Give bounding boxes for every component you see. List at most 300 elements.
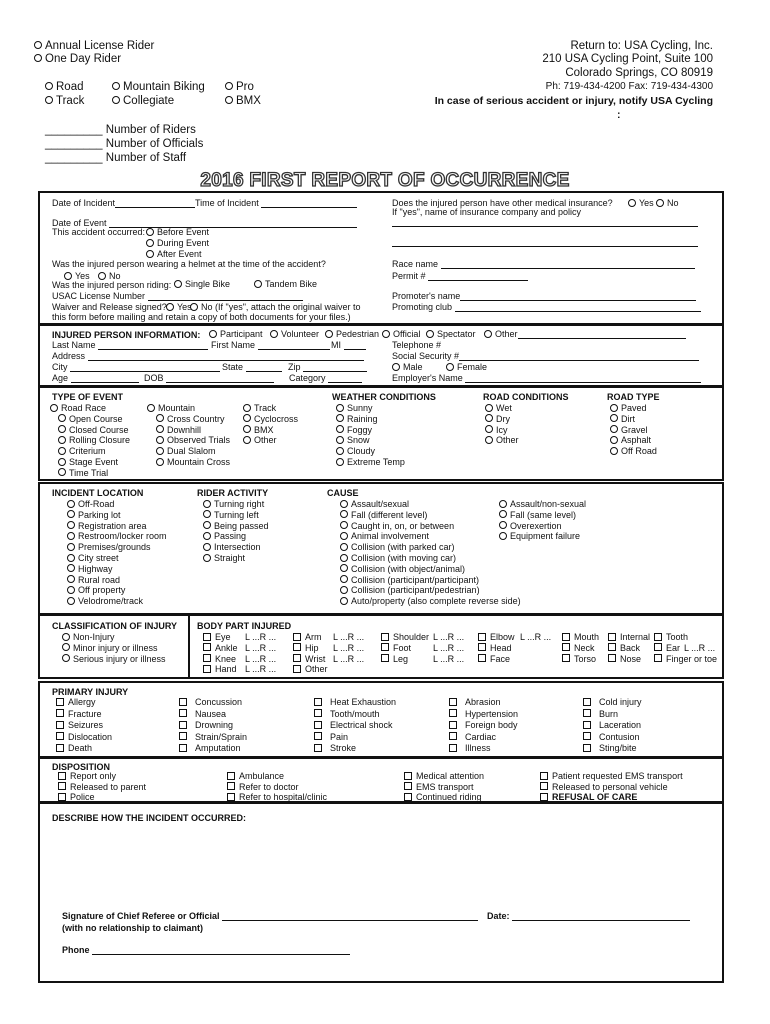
injury-sting-option[interactable]: Sting/bite [583, 743, 642, 755]
road-paved-option[interactable]: Paved [610, 403, 657, 414]
cause-equipment-option[interactable]: Equipment failure [499, 531, 586, 542]
checkbox-icon [583, 698, 591, 706]
tandem-bike-option[interactable]: Tandem Bike [254, 279, 317, 289]
classification-divider [188, 616, 190, 677]
weather-raining-option[interactable]: Raining [336, 414, 405, 425]
radio-icon [610, 404, 618, 412]
body-hand-option[interactable]: Hand L ...R ... [203, 664, 276, 675]
checkbox-icon [314, 744, 322, 752]
describe-textarea[interactable] [40, 826, 722, 914]
radio-icon [45, 82, 53, 90]
body-eye-option[interactable]: Eye L ...R ... [203, 632, 276, 643]
waiver-no-option[interactable]: No (If "yes", attach the original waiver to [190, 302, 360, 312]
injury-seizures-option[interactable]: Seizures [56, 720, 112, 732]
radio-icon [67, 521, 75, 529]
checkbox-icon [293, 654, 301, 662]
helmet-yes-option[interactable]: Yes [64, 271, 90, 281]
radio-icon [610, 414, 618, 422]
incident-location-section [38, 482, 724, 615]
permit-field[interactable]: Permit # [392, 271, 528, 281]
time-of-incident-field[interactable]: Time of Incident [195, 198, 357, 208]
after-event-option[interactable]: After Event [146, 249, 202, 259]
injury-illness-option[interactable]: Illness [449, 743, 518, 755]
waiver-question: Waiver and Release signed? [52, 302, 167, 312]
event-track-option[interactable]: Track [243, 403, 298, 414]
checkbox-icon [179, 698, 187, 706]
body-ear-option[interactable]: Ear L ...R ... [654, 643, 717, 654]
body-tooth-option[interactable]: Tooth [654, 632, 717, 643]
phone-fax-line: Ph: 719-434-4200 Fax: 719-434-4300 [545, 81, 713, 92]
cause-pedestrian-option[interactable]: Collision (participant/pedestrian) [340, 585, 521, 596]
checkbox-icon [58, 782, 66, 790]
cause-participant-option[interactable]: Collision (participant/participant) [340, 575, 521, 586]
notify-line: In case of serious accident or injury, notify USA Cycling [434, 95, 713, 107]
checkbox-icon [583, 721, 591, 729]
radio-icon [58, 414, 66, 422]
body-arm-option[interactable]: Arm L ...R ... [293, 632, 364, 643]
disp-refusal-option[interactable]: REFUSAL OF CARE [540, 792, 683, 803]
body-head-option[interactable]: Head [478, 643, 551, 654]
road-off-road-option[interactable]: Off Road [610, 446, 657, 457]
location-parking-lot-option[interactable]: Parking lot [67, 510, 167, 521]
radio-icon [209, 330, 217, 338]
employer-field[interactable]: Employer's Name [392, 373, 701, 383]
cause-moving-car-option[interactable]: Collision (with moving car) [340, 553, 521, 564]
road-conditions-col [485, 403, 519, 446]
state-field[interactable]: State [222, 362, 282, 372]
event-road-race-option[interactable]: Road Race [50, 403, 130, 414]
one-day-option[interactable]: One Day Rider [34, 53, 121, 66]
injury-col-3 [314, 697, 396, 755]
cause-assault-sexual-option[interactable]: Assault/sexual [340, 499, 521, 510]
disp-medical-attention-option[interactable]: Medical attention [404, 771, 484, 782]
location-off-property-option[interactable]: Off property [67, 585, 167, 596]
injury-concussion-option[interactable]: Concussion [179, 697, 247, 709]
annual-license-option[interactable]: Annual License Rider [34, 40, 154, 53]
road-type-col [610, 403, 657, 457]
radio-icon [147, 404, 155, 412]
radio-icon [156, 447, 164, 455]
waiver-note: this form before mailing and retain a copy of both documents for your files.) [52, 312, 351, 322]
during-event-option[interactable]: During Event [146, 238, 209, 248]
waiver-yes-option[interactable]: Yes [166, 302, 192, 312]
male-option[interactable]: Male [392, 362, 423, 372]
zip-field[interactable]: Zip [288, 362, 367, 372]
body-hip-option[interactable]: Hip L ...R ... [293, 643, 364, 654]
location-col [67, 499, 167, 607]
first-name-field[interactable]: First Name [211, 340, 330, 350]
checkbox-icon [381, 654, 389, 662]
event-downhill-option[interactable]: Downhill [147, 425, 230, 436]
checkbox-icon [540, 772, 548, 780]
road-other-option[interactable]: Other [485, 435, 519, 446]
other-person-option[interactable]: Other [484, 329, 686, 339]
radio-icon [254, 280, 262, 288]
radio-icon [58, 468, 66, 476]
injury-foreign-body-option[interactable]: Foreign body [449, 720, 518, 732]
radio-icon [67, 500, 75, 508]
disp-police-option[interactable]: Police [58, 792, 146, 803]
dob-field[interactable]: DOB [144, 373, 274, 383]
checkbox-icon [314, 732, 322, 740]
event-mountain-option[interactable]: Mountain [147, 403, 230, 414]
road-dry-option[interactable]: Dry [485, 414, 519, 425]
radio-icon [446, 363, 454, 371]
event-cyclocross-option[interactable]: Cyclocross [243, 414, 298, 425]
radio-icon [34, 41, 42, 49]
checkbox-icon [381, 633, 389, 641]
checkbox-icon [58, 793, 66, 801]
cause-caught-option[interactable]: Caught in, on, or between [340, 521, 521, 532]
injury-nausea-option[interactable]: Nausea [179, 709, 247, 721]
radio-icon [499, 521, 507, 529]
disp-patient-requested-option[interactable]: Patient requested EMS transport [540, 771, 683, 782]
pro-option[interactable]: Pro [225, 81, 254, 94]
disposition-col-4 [540, 771, 683, 803]
radio-icon [340, 521, 348, 529]
primary-injury-heading: PRIMARY INJURY [52, 687, 129, 697]
event-cross-country-option[interactable]: Cross Country [147, 414, 230, 425]
telephone-field[interactable]: Telephone # [392, 340, 442, 350]
event-open-course-option[interactable]: Open Course [50, 414, 130, 425]
road-asphalt-option[interactable]: Asphalt [610, 435, 657, 446]
address-field[interactable]: Address [52, 351, 364, 361]
weather-sunny-option[interactable]: Sunny [336, 403, 405, 414]
road-dirt-option[interactable]: Dirt [610, 414, 657, 425]
injury-tooth-option[interactable]: Tooth/mouth [314, 709, 396, 721]
checkbox-icon [449, 732, 457, 740]
checkbox-icon [583, 744, 591, 752]
type-col-2 [147, 403, 230, 468]
checkbox-icon [404, 793, 412, 801]
radio-icon [484, 330, 492, 338]
location-premises-option[interactable]: Premises/grounds [67, 542, 167, 553]
rider-turning-left-option[interactable]: Turning left [203, 510, 269, 521]
disp-refer-hospital-option[interactable]: Refer to hospital/clinic [227, 792, 327, 803]
radio-icon [340, 554, 348, 562]
location-off-road-option[interactable]: Off-Road [67, 499, 167, 510]
injury-cardiac-option[interactable]: Cardiac [449, 732, 518, 744]
cause-animal-option[interactable]: Animal involvement [340, 531, 521, 542]
radio-icon [67, 597, 75, 605]
before-event-option[interactable]: Before Event [146, 227, 209, 237]
checkbox-icon [227, 772, 235, 780]
checkbox-icon [179, 709, 187, 717]
radio-icon [243, 414, 251, 422]
checkbox-icon [58, 772, 66, 780]
body-mouth-option[interactable]: Mouth [562, 632, 599, 643]
number-of-riders-field[interactable]: _________ Number of Riders [45, 124, 196, 136]
checkbox-icon [478, 633, 486, 641]
disp-continued-riding-option[interactable]: Continued riding [404, 792, 484, 803]
body-neck-option[interactable]: Neck [562, 643, 599, 654]
injury-col-4 [449, 697, 518, 755]
phone-field[interactable]: Phone [62, 945, 350, 955]
disp-released-parent-option[interactable]: Released to parent [58, 782, 146, 793]
road-gravel-option[interactable]: Gravel [610, 425, 657, 436]
disp-ems-transport-option[interactable]: EMS transport [404, 782, 484, 793]
cause-object-animal-option[interactable]: Collision (with object/animal) [340, 564, 521, 575]
injury-col-1 [56, 697, 112, 755]
injury-allergy-option[interactable]: Allergy [56, 697, 112, 709]
checkbox-icon [608, 654, 616, 662]
disp-refer-doctor-option[interactable]: Refer to doctor [227, 782, 327, 793]
body-back-option[interactable]: Back [608, 643, 650, 654]
date-of-incident-field[interactable]: Date of Incident [52, 198, 195, 208]
cause-parked-car-option[interactable]: Collision (with parked car) [340, 542, 521, 553]
type-of-event-heading: TYPE OF EVENT [52, 392, 124, 402]
collegiate-option[interactable]: Collegiate [112, 95, 174, 108]
insurance-no-option[interactable]: No [656, 198, 679, 208]
accident-occurred-label: This accident occurred: [52, 227, 146, 237]
checkbox-icon [449, 721, 457, 729]
checkbox-icon [56, 732, 64, 740]
insurance-yes-option[interactable]: Yes [628, 198, 654, 208]
radio-icon [58, 458, 66, 466]
checkbox-icon [478, 654, 486, 662]
body-finger-option[interactable]: Finger or toe [654, 654, 717, 665]
rider-activity-heading: RIDER ACTIVITY [197, 488, 269, 498]
body-col-5 [562, 632, 599, 664]
classification-heading: CLASSIFICATION OF INJURY [52, 621, 178, 631]
location-rural-road-option[interactable]: Rural road [67, 575, 167, 586]
radio-icon [112, 82, 120, 90]
event-info-section [38, 191, 724, 325]
number-of-officials-field[interactable]: _________ Number of Officials [45, 138, 204, 150]
radio-icon [340, 597, 348, 605]
body-foot-option[interactable]: Foot L ...R ... [381, 643, 464, 654]
body-face-option[interactable]: Face [478, 654, 551, 665]
body-leg-option[interactable]: Leg L ...R ... [381, 654, 464, 665]
female-option[interactable]: Female [446, 362, 487, 372]
body-col-6 [608, 632, 650, 664]
radio-icon [146, 228, 154, 236]
insurance-question: Does the injured person have other medical insurance? [392, 198, 613, 208]
injury-pain-option[interactable]: Pain [314, 732, 396, 744]
radio-icon [34, 54, 42, 62]
checkbox-icon [179, 732, 187, 740]
injury-contusion-option[interactable]: Contusion [583, 732, 642, 744]
last-name-field[interactable]: Last Name [52, 340, 208, 350]
road-option[interactable]: Road [45, 81, 84, 94]
address-line-1: 210 USA Cycling Point, Suite 100 [542, 53, 713, 65]
cause-fall-same-option[interactable]: Fall (same level) [499, 510, 586, 521]
race-name-field[interactable]: Race name [392, 259, 695, 269]
bmx-option[interactable]: BMX [225, 95, 261, 108]
radio-icon [58, 447, 66, 455]
event-bmx-option[interactable]: BMX [243, 425, 298, 436]
radio-icon [67, 510, 75, 518]
checkbox-icon [203, 665, 211, 673]
body-shoulder-option[interactable]: Shoulder L ...R ... [381, 632, 464, 643]
category-field[interactable]: Category [289, 373, 362, 383]
radio-icon [336, 436, 344, 444]
describe-heading: DESCRIBE HOW THE INCIDENT OCCURRED: [52, 813, 247, 823]
event-time-trial-option[interactable]: Time Trial [50, 468, 130, 479]
track-option[interactable]: Track [45, 95, 84, 108]
body-nose-option[interactable]: Nose [608, 654, 650, 665]
injury-dislocation-option[interactable]: Dislocation [56, 732, 112, 744]
serious-injury-option[interactable]: Serious injury or illness [62, 654, 166, 665]
disp-report-only-option[interactable]: Report only [58, 771, 146, 782]
radio-icon [340, 510, 348, 518]
checkbox-icon [227, 793, 235, 801]
disp-personal-vehicle-option[interactable]: Released to personal vehicle [540, 782, 683, 793]
participant-option[interactable]: Participant [209, 329, 263, 339]
road-conditions-heading: ROAD CONDITIONS [483, 392, 569, 402]
body-col-7 [654, 632, 717, 664]
checkbox-icon [449, 709, 457, 717]
insurance-line-1[interactable] [392, 217, 698, 227]
date-of-event-field[interactable]: Date of Event [52, 218, 357, 228]
radio-icon [392, 363, 400, 371]
radio-icon [382, 330, 390, 338]
radio-icon [50, 404, 58, 412]
usac-license-field[interactable]: USAC License Number [52, 291, 303, 301]
rider-straight-option[interactable]: Straight [203, 553, 269, 564]
injury-burn-option[interactable]: Burn [583, 709, 642, 721]
non-injury-option[interactable]: Non-Injury [62, 632, 166, 643]
injury-death-option[interactable]: Death [56, 743, 112, 755]
event-dual-slalom-option[interactable]: Dual Slalom [147, 446, 230, 457]
event-rolling-closure-option[interactable]: Rolling Closure [50, 435, 130, 446]
injury-amputation-option[interactable]: Amputation [179, 743, 247, 755]
injury-strain-option[interactable]: Strain/Sprain [179, 732, 247, 744]
radio-icon [156, 458, 164, 466]
checkbox-icon [56, 721, 64, 729]
radio-icon [499, 532, 507, 540]
rider-intersection-option[interactable]: Intersection [203, 542, 269, 553]
radio-icon [67, 554, 75, 562]
body-wrist-option[interactable]: Wrist L ...R ... [293, 654, 364, 665]
body-other-option[interactable]: Other [293, 664, 364, 675]
event-observed-trials-option[interactable]: Observed Trials [147, 435, 230, 446]
injury-cold-option[interactable]: Cold injury [583, 697, 642, 709]
injury-electrical-option[interactable]: Electrical shock [314, 720, 396, 732]
checkbox-icon [203, 633, 211, 641]
checkbox-icon [179, 744, 187, 752]
weather-snow-option[interactable]: Snow [336, 435, 405, 446]
promoter-name-field[interactable]: Promoter's name [392, 291, 696, 301]
injury-drowning-option[interactable]: Drowning [179, 720, 247, 732]
location-highway-option[interactable]: Highway [67, 564, 167, 575]
injury-laceration-option[interactable]: Laceration [583, 720, 642, 732]
event-closed-course-option[interactable]: Closed Course [50, 425, 130, 436]
signature-field[interactable]: Signature of Chief Referee or Official [62, 911, 478, 921]
body-torso-option[interactable]: Torso [562, 654, 599, 665]
type-col-3 [243, 403, 298, 446]
mi-field[interactable]: MI [331, 340, 366, 350]
injury-hypertension-option[interactable]: Hypertension [449, 709, 518, 721]
checkbox-icon [227, 782, 235, 790]
checkbox-icon [56, 698, 64, 706]
body-ankle-option[interactable]: Ankle L ...R ... [203, 643, 276, 654]
weather-cloudy-option[interactable]: Cloudy [336, 446, 405, 457]
radio-icon [62, 654, 70, 662]
date-field[interactable]: Date: [487, 911, 690, 921]
injury-stroke-option[interactable]: Stroke [314, 743, 396, 755]
radio-icon [67, 564, 75, 572]
cause-assault-nonsexual-option[interactable]: Assault/non-sexual [499, 499, 586, 510]
radio-icon [67, 543, 75, 551]
minor-injury-option[interactable]: Minor injury or illness [62, 643, 166, 654]
injury-heat-option[interactable]: Heat Exhaustion [314, 697, 396, 709]
checkbox-icon [314, 698, 322, 706]
radio-icon [64, 272, 72, 280]
age-field[interactable]: Age [52, 373, 139, 383]
injury-fracture-option[interactable]: Fracture [56, 709, 112, 721]
radio-icon [610, 436, 618, 444]
promoting-club-field[interactable]: Promoting club [392, 302, 701, 312]
checkbox-icon [540, 782, 548, 790]
body-knee-option[interactable]: Knee L ...R ... [203, 654, 276, 665]
ssn-field[interactable]: Social Security # [392, 351, 699, 361]
radio-icon [485, 425, 493, 433]
weather-foggy-option[interactable]: Foggy [336, 425, 405, 436]
injury-abrasion-option[interactable]: Abrasion [449, 697, 518, 709]
helmet-no-option[interactable]: No [98, 271, 121, 281]
event-mountain-cross-option[interactable]: Mountain Cross [147, 457, 230, 468]
primary-injury-section [38, 681, 724, 758]
event-other-option[interactable]: Other [243, 435, 298, 446]
location-velodrome-option[interactable]: Velodrome/track [67, 596, 167, 607]
checkbox-icon [314, 709, 322, 717]
cause-overexertion-option[interactable]: Overexertion [499, 521, 586, 532]
road-icy-option[interactable]: Icy [485, 425, 519, 436]
radio-icon [336, 414, 344, 422]
radio-icon [203, 500, 211, 508]
radio-icon [190, 303, 198, 311]
city-field[interactable]: City [52, 362, 220, 372]
location-registration-option[interactable]: Registration area [67, 521, 167, 532]
location-city-street-option[interactable]: City street [67, 553, 167, 564]
pedestrian-option[interactable]: Pedestrian [325, 329, 379, 339]
signature-subtext: (with no relationship to claimant) [62, 923, 204, 933]
mountain-biking-option[interactable]: Mountain Biking [112, 81, 205, 94]
number-of-staff-field[interactable]: _________ Number of Staff [45, 152, 187, 164]
radio-icon [336, 404, 344, 412]
radio-icon [628, 199, 636, 207]
location-restroom-option[interactable]: Restroom/locker room [67, 531, 167, 542]
single-bike-option[interactable]: Single Bike [174, 279, 230, 289]
rider-turning-right-option[interactable]: Turning right [203, 499, 269, 510]
radio-icon [67, 586, 75, 594]
radio-icon [98, 272, 106, 280]
official-option[interactable]: Official [382, 329, 420, 339]
radio-icon [340, 564, 348, 572]
body-elbow-option[interactable]: Elbow L ...R ... [478, 632, 551, 643]
disposition-section [38, 757, 724, 803]
rider-being-passed-option[interactable]: Being passed [203, 521, 269, 532]
checkbox-icon [583, 709, 591, 717]
body-internal-option[interactable]: Internal [608, 632, 650, 643]
cause-fall-different-option[interactable]: Fall (different level) [340, 510, 521, 521]
disp-ambulance-option[interactable]: Ambulance [227, 771, 327, 782]
rider-passing-option[interactable]: Passing [203, 531, 269, 542]
radio-icon [156, 414, 164, 422]
injured-person-section [38, 324, 724, 387]
weather-extreme-temp-option[interactable]: Extreme Temp [336, 457, 405, 468]
insurance-line-2[interactable] [392, 237, 698, 247]
volunteer-option[interactable]: Volunteer [270, 329, 319, 339]
event-criterium-option[interactable]: Criterium [50, 446, 130, 457]
cause-auto-property-option[interactable]: Auto/property (also complete reverse side) [340, 596, 521, 607]
road-wet-option[interactable]: Wet [485, 403, 519, 414]
spectator-option[interactable]: Spectator [426, 329, 476, 339]
checkbox-icon [608, 633, 616, 641]
event-stage-event-option[interactable]: Stage Event [50, 457, 130, 468]
radio-icon [166, 303, 174, 311]
